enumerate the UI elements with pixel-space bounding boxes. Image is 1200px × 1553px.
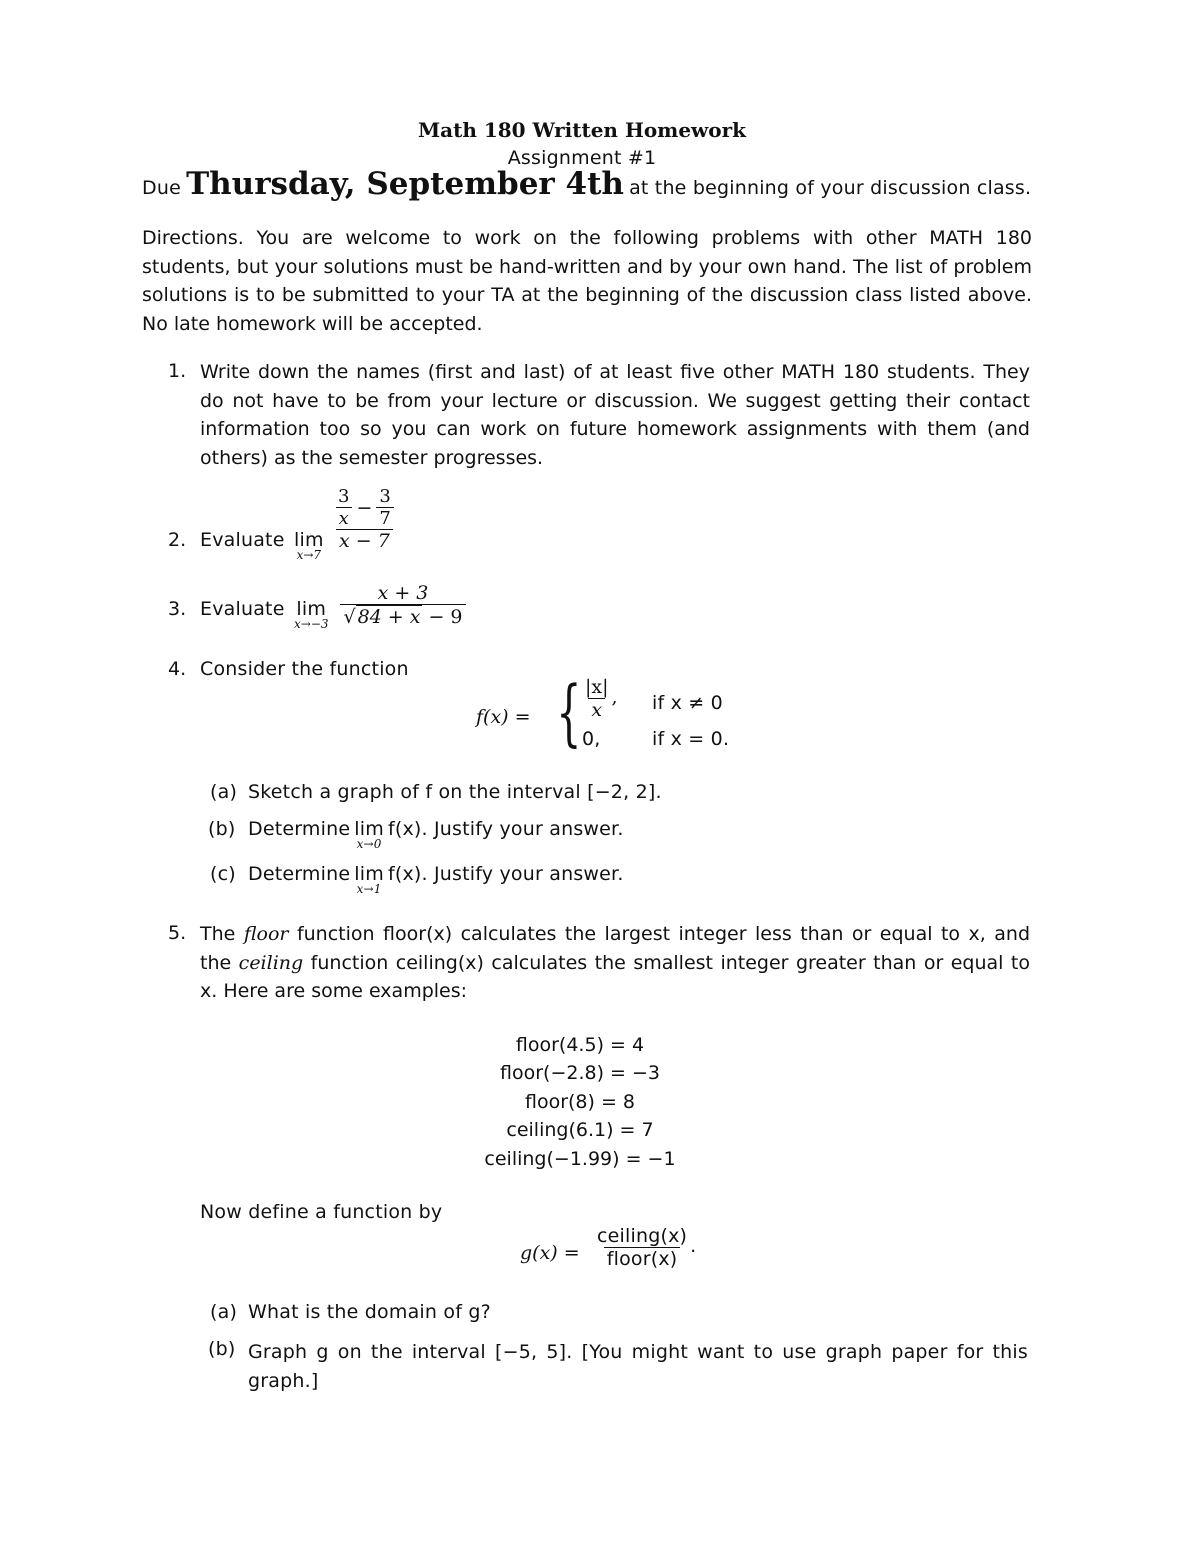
- frac-numerator: |x|: [585, 676, 609, 698]
- g-fraction: [594, 1225, 696, 1270]
- lim-subscript: x→−3: [294, 617, 329, 631]
- frac-denominator: 7: [376, 507, 393, 529]
- frac-numerator: 3: [379, 486, 391, 507]
- frac-denominator: x: [588, 698, 605, 721]
- problem-2-limit: [290, 529, 328, 561]
- problem-3-number: 3.: [168, 598, 187, 620]
- frac-numerator: ceiling(x): [597, 1225, 688, 1247]
- problem-4c-tail: f(x). Justify your answer.: [387, 863, 624, 885]
- assignment-number: Assignment #1: [507, 147, 657, 169]
- lim-operator: lim: [294, 529, 324, 551]
- problem-5-text: [200, 920, 1030, 1006]
- determine-label: Determine: [248, 863, 351, 885]
- problem-2-lead: Evaluate: [200, 529, 285, 551]
- example-line: floor(4.5) = 4: [515, 1034, 645, 1056]
- text-run: The: [200, 923, 236, 945]
- lim-subscript: x→0: [356, 837, 382, 851]
- lim-subscript: x→7: [296, 548, 322, 562]
- case-1-comma: ,: [611, 686, 618, 708]
- problem-4b-label: (b): [208, 818, 236, 840]
- text-run: function floor(x) calculates the largest integer less than or equal to x, and the: [200, 923, 1031, 974]
- problem-1-number: 1.: [168, 360, 187, 382]
- sqrt-argument: 84 + x: [357, 606, 421, 628]
- text-run: function ceiling(x) calculates the smallest integer greater than or equal to x. Here are some examples:: [200, 951, 1030, 1002]
- case-2-condition: if x = 0.: [652, 728, 730, 750]
- example-line: ceiling(6.1) = 7: [506, 1119, 654, 1142]
- define-line: Now define a function by: [200, 1201, 443, 1223]
- floor-term: floor: [243, 923, 289, 945]
- case-1-value: [582, 676, 618, 721]
- problem-4a-label: (a): [210, 781, 238, 803]
- problem-4c-line: [248, 863, 624, 895]
- lim-subscript: x→1: [356, 882, 382, 896]
- problem-4c-label: (c): [210, 863, 236, 885]
- problem-3-limit: [290, 598, 333, 630]
- due-suffix: at the beginning of your discussion class.: [629, 177, 1032, 199]
- directions-paragraph: Directions. You are welcome to work on the following problems with other MATH 180 students, but your solutions must be hand-written and by your own hand. The list of problem solutions is to be submitted to your TA at the beginning of the discussion class listed above. No late homework will be accepted.: [142, 227, 1032, 336]
- case-1-condition: if x ≠ 0: [652, 692, 723, 714]
- lim-operator: lim: [296, 598, 327, 620]
- problem-4b-tail: f(x). Justify your answer.: [387, 818, 624, 840]
- frac-denominator: x: [336, 507, 352, 529]
- frac-denominator: x − 7: [336, 529, 393, 552]
- example-line: floor(−2.8) = −3: [500, 1062, 660, 1085]
- denominator-tail: − 9: [428, 605, 463, 628]
- g-lhs: g(x) =: [520, 1242, 580, 1264]
- problem-4-lead: Consider the function: [200, 658, 409, 680]
- problem-4a-text: Sketch a graph of f on the interval [−2, 2].: [248, 781, 662, 803]
- problem-5a-label: (a): [210, 1301, 238, 1323]
- sqrt-icon: √: [343, 605, 356, 628]
- period: .: [690, 1235, 697, 1257]
- frac-denominator: floor(x): [604, 1247, 681, 1270]
- problem-1-text: Write down the names (first and last) of at least five other MATH 180 students. They do not have to be from your lecture or discussion. We suggest getting their contact information too so you can work on future homework assignments with them (and others) as the semester progresses.: [200, 361, 1030, 469]
- problem-4b-line: [248, 818, 624, 850]
- frac-numerator: 3: [338, 486, 350, 507]
- determine-label: Determine: [248, 818, 351, 840]
- minus-sign: −: [356, 496, 373, 519]
- problem-2-number: 2.: [168, 529, 187, 551]
- due-date: Thursday, September 4th: [186, 166, 624, 202]
- lim-operator: lim: [354, 818, 384, 840]
- frac-numerator: x + 3: [377, 582, 429, 604]
- lim-operator: lim: [354, 863, 384, 885]
- page-title: Math 180 Written Homework: [417, 118, 747, 142]
- problem-5b-label: (b): [208, 1338, 236, 1360]
- example-line: floor(8) = 8: [524, 1090, 636, 1113]
- due-prefix: Due: [142, 177, 181, 199]
- left-brace-icon: {: [556, 670, 582, 754]
- case-2-value: 0,: [582, 728, 601, 750]
- problem-5-number: 5.: [168, 922, 187, 944]
- piecewise-lhs: f(x) =: [476, 706, 531, 728]
- problem-2-fraction: [332, 486, 397, 552]
- problem-3-fraction: [338, 582, 468, 628]
- problem-5b-text: Graph g on the interval [−5, 5]. [You might want to use graph paper for this graph.]: [248, 1341, 1028, 1392]
- problem-3-lead: Evaluate: [200, 598, 285, 620]
- ceiling-term: ceiling: [238, 951, 304, 974]
- example-line: ceiling(−1.99) = −1: [484, 1147, 676, 1170]
- problem-4-number: 4.: [168, 658, 187, 680]
- problem-5a-text: What is the domain of g?: [248, 1301, 491, 1323]
- examples-list: [460, 1031, 700, 1173]
- due-line: [142, 166, 1031, 202]
